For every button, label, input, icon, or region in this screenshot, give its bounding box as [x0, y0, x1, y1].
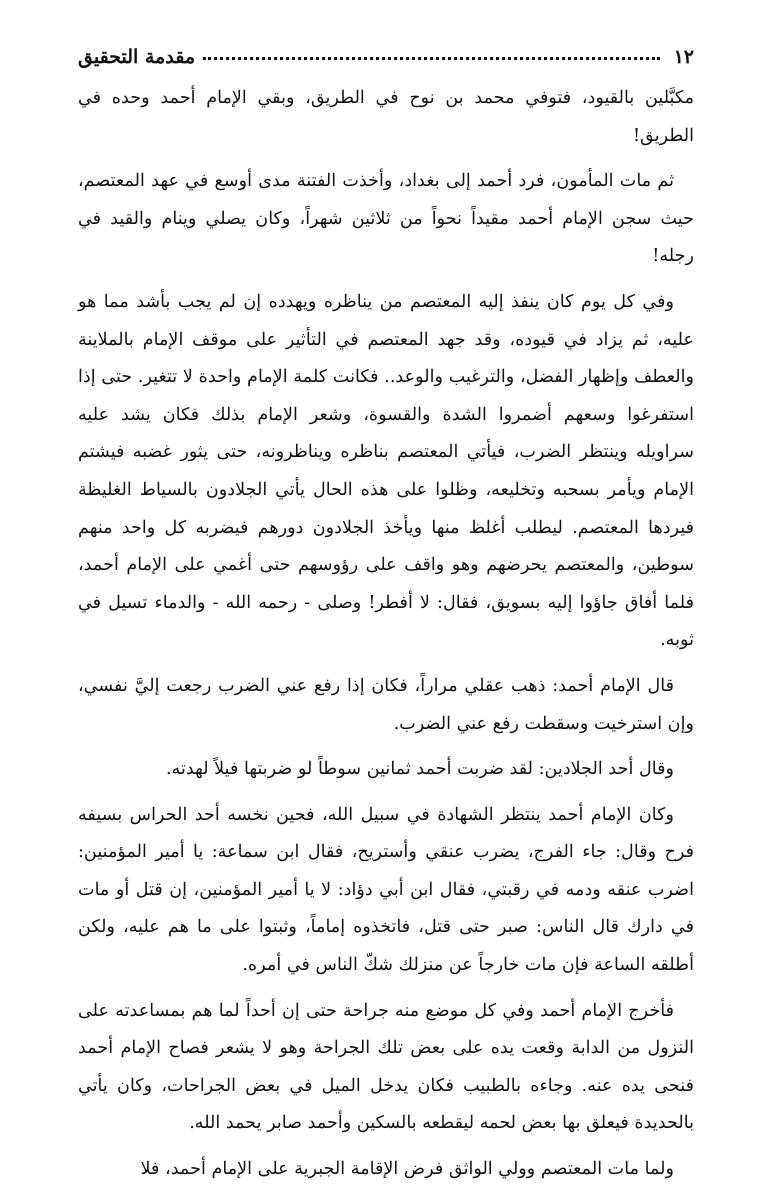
paragraph: ثم مات المأمون، فرد أحمد إلى بغداد، وأخذت الفتنة مدى أوسع في عهد المعتصم، حيث سجن الإمام أحمد مقيداً نحواً من ثلاثين شهراً، وكان يصلي وينام والقيد في رجله!	[78, 171, 694, 267]
dotted-leader	[203, 57, 660, 60]
header-title: مقدمة التحقيق	[78, 46, 195, 68]
paragraph: ولما مات المعتصم وولي الواثق فرض الإقامة الجبرية على الإمام أحمد، فلا	[140, 1159, 674, 1180]
body-text	[78, 80, 694, 1189]
paragraph: مكبَّلين بالقيود، فتوفي محمد بن نوح في الطريق، وبقي الإمام أحمد وحده في الطريق!	[78, 88, 694, 146]
page-number: ١٢	[673, 46, 694, 68]
paragraph: قال الإمام أحمد: ذهب عقلي مراراً، فكان إذا رفع عني الضرب رجعت إليَّ نفسي، وإن استرخيت وسقطت رفع عني الضرب.	[78, 675, 694, 734]
paragraph: فأخرج الإمام أحمد وفي كل موضع منه جراحة حتى إن أحداً لما هم بمساعدته على النزول من الدابة وقعت يده على بعض تلك الجراحة وهو لا يشعر فصاح الإمام أحمد فنحى يده عنه. وجاءه بالطبيب فكان يدخل الميل في بعض الجراحات، وكان يأتي بالحديدة فيعلق بها بعض لحمه ليقطعه بالسكين وأحمد صابر يحمد الله.	[78, 1000, 694, 1134]
paragraph: وفي كل يوم كان ينفذ إليه المعتصم من يناظره ويهدده إن لم يجب بأشد مما هو عليه، ثم يزاد في قيوده، وقد جهد المعتصم في التأثير على موقف الإمام بالملاينة والعطف وإظهار الفضل، والترغيب والوعد.. فكانت كلمة الإمام واحدة لا تتغير. حتى إذا استفرغوا وسعهم أضمروا الشدة والقسوة، وشعر الإمام بذلك فكان يشد عليه سراويله وينتظر الضرب، فيأتي المعتصم بناظره ويناظرونه، حتى يثور غضبه فيشتم الإمام ويأمر بسحبه وتخليعه، وظلوا على هذه الحال يأتي الجلادون بالسياط الغليظة فيردها المعتصم. ليطلب أغلظ منها ويأخذ الجلادون دورهم فيضربه كل واحد منهم سوطين، والمعتصم يحرضهم وهو واقف على رؤوسهم حتى أغمي على الإمام أحمد، فلما أفاق جاؤوا إليه بسويق، فقال: لا أفطر! وصلى - رحمه الله - والدماء تسيل في ثوبه.	[78, 291, 694, 651]
paragraph: وقال أحد الجلادين: لقد ضربت أحمد ثمانين سوطاً لو ضربتها فيلاً لهدته.	[165, 759, 674, 780]
running-header	[78, 34, 694, 68]
paragraph: وكان الإمام أحمد ينتظر الشهادة في سبيل الله، فحين نخسه أحد الحراس بسيفه فرح وقال: جاء الفرج، يضرب عنقي وأستريح، فقال ابن سماعة: يا أمير المؤمنين: اضرب عنقه ودمه في رقبتي، فقال ابن أبي دؤاد: لا يا أمير المؤمنين، إن قتل أو مات في دارك قال الناس: صبر حتى قتل، فاتخذوه إماماً، وثبتوا على ما هم عليه، ولكن أطلقه الساعة فإن مات خارجاً عن منزلك شكّ الناس في أمره.	[78, 804, 694, 976]
